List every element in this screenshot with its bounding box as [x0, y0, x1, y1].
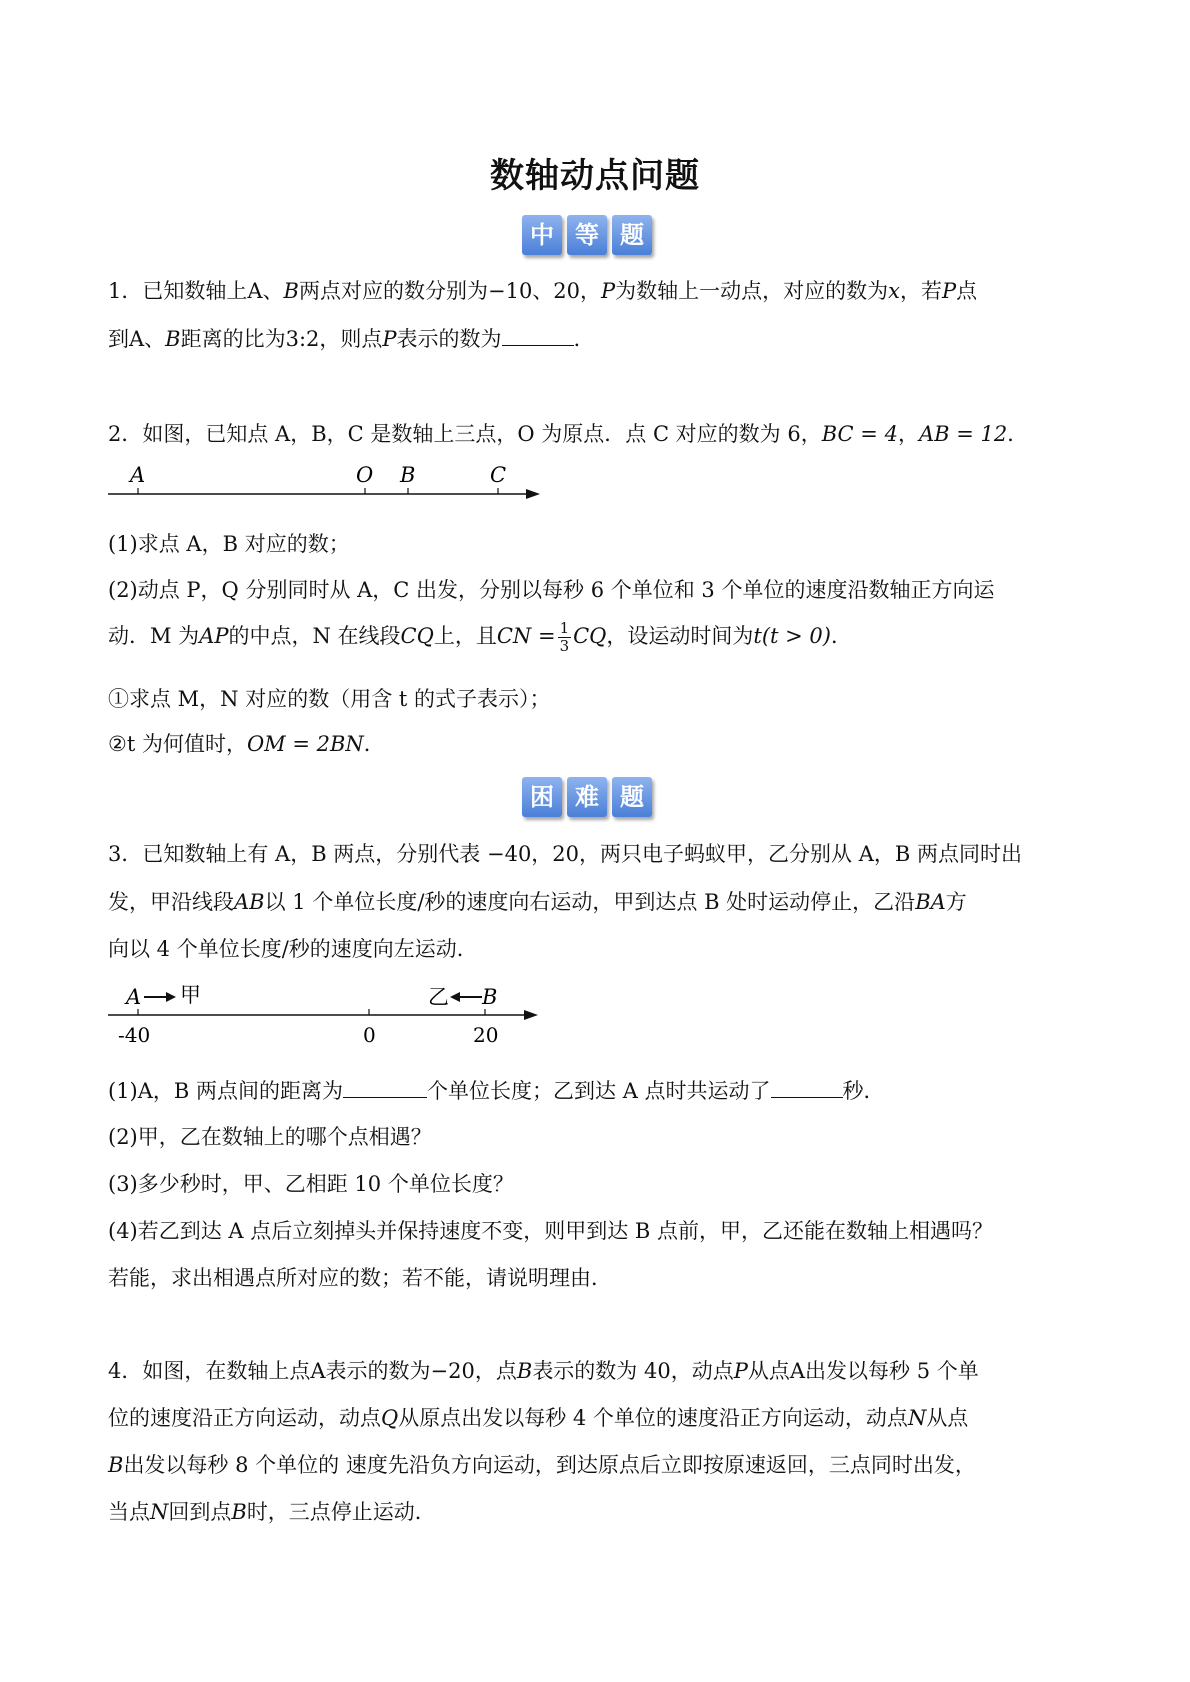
- cn-equation: CN =: [496, 624, 556, 648]
- text: (1)A，B 两点间的距离为: [108, 1079, 344, 1103]
- text: 上，且: [433, 624, 497, 648]
- point-a: A: [129, 327, 145, 351]
- q3-line-3: 向以 4 个单位长度/秒的速度向左运动．: [108, 937, 478, 961]
- text: 两点对应的数分别为: [298, 279, 488, 303]
- text: ，点: [474, 1359, 517, 1383]
- point-a: A: [789, 1359, 806, 1383]
- q4-line-3: [108, 1449, 976, 1479]
- text: 4．如图，在数轴上点: [108, 1359, 311, 1383]
- q4-line-1: [108, 1355, 979, 1385]
- text: 个单位长度；乙到达 A 点时共运动了: [427, 1079, 771, 1103]
- text: ，: [897, 422, 919, 446]
- point-b: B: [165, 327, 181, 351]
- tick-label-minus-40: -40: [118, 1023, 151, 1047]
- axis-arrow: [524, 1010, 538, 1020]
- segment-ap: AP: [199, 624, 229, 648]
- text: 从点: [926, 1406, 969, 1430]
- tick-label-0: 0: [363, 1023, 376, 1047]
- text: 表示的数为 40，动点: [532, 1359, 734, 1383]
- q4-line-2: [108, 1402, 968, 1432]
- text: 动．M 为: [108, 624, 200, 648]
- om-equation: OM = 2BN: [246, 732, 364, 756]
- text: 出发以每秒 8 个单位的 速度先沿负方向运动，到达原点后立即按原速返回，三点同时出发，: [123, 1453, 976, 1477]
- bc-equation: BC = 4: [821, 422, 898, 446]
- text: 位的速度沿正方向运动，动点: [108, 1406, 381, 1430]
- section-badge-medium: [522, 215, 652, 255]
- var-x: x: [888, 279, 901, 303]
- text: 1．已知数轴上: [108, 279, 248, 303]
- text: ，设运动时间为: [606, 624, 754, 648]
- text: ，则点: [319, 327, 383, 351]
- text: 2．如图，已知点 A，B，C 是数轴上三点，O 为原点．点 C 对应的数为 6，: [108, 422, 822, 446]
- q1-line-2: [108, 323, 580, 353]
- point-a: A: [310, 1359, 326, 1383]
- arrow-right-icon: [166, 992, 176, 1002]
- q2-line-1: [108, 418, 1028, 448]
- segment-ab: AB: [234, 890, 265, 914]
- point-a: A: [247, 279, 263, 303]
- q2-sub2-ii: [108, 728, 385, 758]
- text: 的中点，N 在线段: [228, 624, 401, 648]
- text: 表示的数为: [325, 1359, 431, 1383]
- q2-sub2-line-1: (2)动点 P，Q 分别同时从 A，C 出发，分别以每秒 6 个单位和 3 个单位的速度沿数轴正方向运: [108, 578, 995, 602]
- text: 当点: [108, 1500, 150, 1524]
- segment-ba: BA: [915, 890, 946, 914]
- q4-line-4: [108, 1496, 436, 1526]
- text: ．: [363, 732, 385, 756]
- q3-sub1: [108, 1075, 885, 1105]
- q2-sub2-i: ①求点 M，N 对应的数（用含 t 的式子表示）；: [108, 687, 551, 711]
- tick-label-20: 20: [473, 1023, 499, 1047]
- text: 点: [956, 279, 978, 303]
- q3-line-2: [108, 886, 967, 916]
- q3-sub4-line-1: (4)若乙到达 A 点后立刻掉头并保持速度不变，则甲到达 B 点前，甲，乙还能在数轴上相遇吗？: [108, 1219, 994, 1243]
- text: ．: [830, 624, 852, 648]
- badge-char: 题: [612, 215, 652, 255]
- point-p: P: [942, 279, 957, 303]
- label-a: A: [130, 463, 146, 487]
- point-n: N: [150, 1500, 169, 1524]
- axis-arrow: [526, 489, 540, 499]
- point-n: N: [907, 1406, 927, 1430]
- badge-char: 等: [567, 215, 607, 255]
- text: 从点: [747, 1359, 790, 1383]
- section-badge-hard: [522, 777, 652, 817]
- text: 以 1 个单位长度/秒的速度向右运动，甲到达点 B 处时运动停止，乙沿: [264, 890, 916, 914]
- answer-blank-seconds[interactable]: [771, 1077, 843, 1098]
- point-b: B: [516, 1359, 533, 1383]
- label-yi: 乙: [428, 985, 449, 1009]
- segment-cq: CQ: [400, 624, 434, 648]
- text: 从原点出发以每秒 4 个单位的速度沿正方向运动，动点: [398, 1406, 908, 1430]
- text: 出发以每秒 5 个单: [805, 1359, 979, 1383]
- answer-blank[interactable]: [502, 325, 574, 346]
- label-o: O: [356, 463, 374, 487]
- text: 时，三点停止运动．: [246, 1500, 436, 1524]
- q3-line-1: 3．已知数轴上有 A，B 两点，分别代表 −40，20，两只电子蚂蚁甲，乙分别从 A，B 两点同时出: [108, 842, 1022, 866]
- segment-cq: CQ: [573, 624, 607, 648]
- page-title: 数轴动点问题: [490, 156, 700, 196]
- point-b: B: [231, 1500, 247, 1524]
- point-b: B: [283, 279, 299, 303]
- label-a: A: [126, 985, 142, 1009]
- fraction-one-third: [558, 620, 572, 655]
- point-p: P: [382, 327, 397, 351]
- badge-char: 题: [612, 777, 652, 817]
- text: ．: [1007, 422, 1029, 446]
- label-jia: 甲: [180, 983, 201, 1007]
- text: ，: [580, 279, 602, 303]
- q3-sub2: (2)甲，乙在数轴上的哪个点相遇？: [108, 1125, 432, 1149]
- badge-char: 困: [522, 777, 562, 817]
- arrow-left-icon: [450, 992, 460, 1002]
- text: .: [573, 327, 581, 351]
- q2-sub2-line-2: [108, 620, 852, 655]
- text: 为数轴上一动点，对应的数为: [615, 279, 889, 303]
- q3-number-line: [100, 980, 550, 1050]
- text: 、: [262, 279, 284, 303]
- text: 到: [108, 327, 129, 351]
- text: 表示的数为: [396, 327, 502, 351]
- text: ②t 为何值时，: [108, 732, 247, 756]
- label-b: B: [400, 463, 416, 487]
- text: 、: [144, 327, 166, 351]
- badge-char: 难: [567, 777, 607, 817]
- text: 方: [945, 890, 967, 914]
- ab-equation: AB = 12: [918, 422, 1008, 446]
- t-condition: t(t > 0): [753, 624, 831, 648]
- text: 回到点: [168, 1500, 232, 1524]
- q1-line-1: [108, 275, 977, 305]
- label-b: B: [482, 985, 498, 1009]
- q2-number-line: [100, 462, 550, 507]
- number: −20: [430, 1359, 475, 1383]
- point-p: P: [601, 279, 616, 303]
- point-p: P: [733, 1359, 748, 1383]
- point-b: B: [108, 1453, 124, 1477]
- point-q: Q: [381, 1406, 399, 1430]
- label-c: C: [490, 463, 507, 487]
- ratio: 3:2: [285, 327, 320, 351]
- q2-sub1: (1)求点 A，B 对应的数；: [108, 532, 350, 556]
- text: 距离的比为: [180, 327, 286, 351]
- text: ，若: [900, 279, 943, 303]
- text: 秒．: [842, 1079, 885, 1103]
- q3-sub4-line-2: 若能，求出相遇点所对应的数；若不能，请说明理由．: [108, 1266, 612, 1290]
- text: 发，甲沿线段: [108, 890, 234, 914]
- answer-blank-distance[interactable]: [343, 1077, 427, 1098]
- q3-sub3: (3)多少秒时，甲、乙相距 10 个单位长度？: [108, 1172, 514, 1196]
- badge-char: 中: [522, 215, 562, 255]
- fraction-denominator: 3: [559, 637, 570, 655]
- numbers: −10、20: [487, 279, 581, 303]
- fraction-numerator: 1: [559, 619, 570, 637]
